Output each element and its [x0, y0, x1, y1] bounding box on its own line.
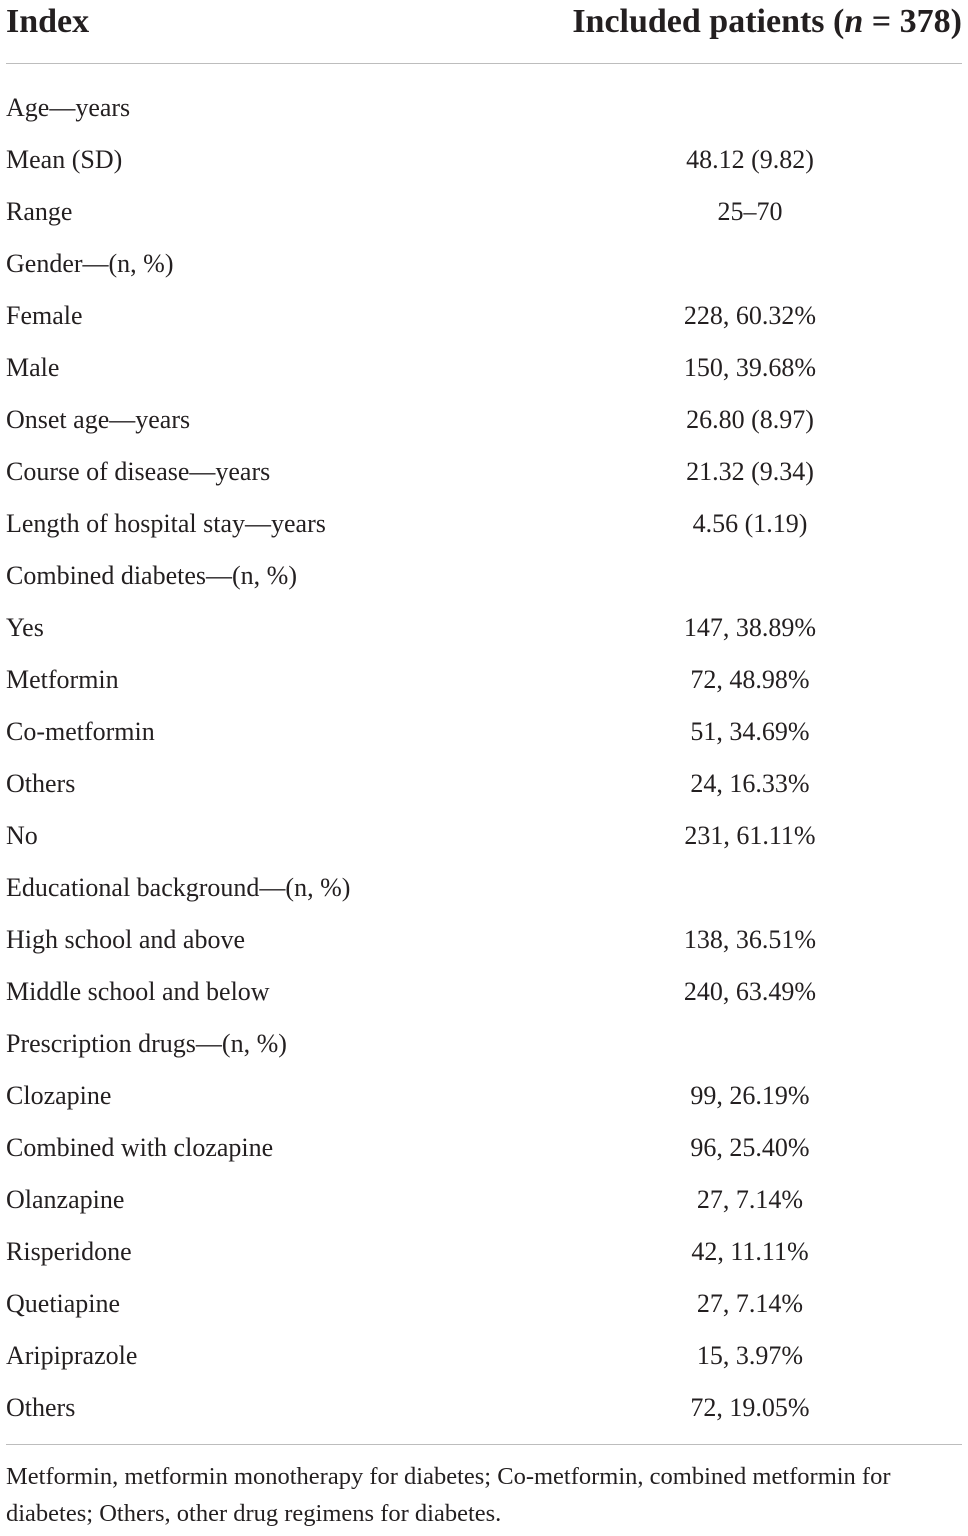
table-row: [6, 966, 962, 1018]
row-value: 15, 3.97%: [696, 1341, 804, 1370]
row-value: 4.56 (1.19): [692, 509, 808, 538]
index-column-header: Index: [6, 3, 90, 40]
characteristics-table: [6, 0, 962, 1422]
row-value: 138, 36.51%: [683, 925, 817, 954]
table-row: [6, 1174, 962, 1226]
table-row: [6, 446, 962, 498]
row-value: 72, 19.05%: [690, 1393, 810, 1422]
row-label: Combined with clozapine: [6, 1133, 274, 1162]
row-label: Female: [6, 301, 83, 330]
row-label: Prescription drugs—(n, %): [6, 1029, 287, 1058]
table-row: [6, 1122, 962, 1174]
table-row: [6, 1382, 962, 1434]
table-row: [6, 602, 962, 654]
row-value: 150, 39.68%: [683, 353, 817, 382]
table-row: [6, 654, 962, 706]
row-value: 24, 16.33%: [690, 769, 810, 798]
table-row: [6, 1070, 962, 1122]
row-label: Middle school and below: [6, 977, 270, 1006]
row-value: 228, 60.32%: [683, 301, 817, 330]
table-row: [6, 238, 962, 290]
table-footnote: Metformin, metformin monotherapy for diabetes; Co-metformin, combined metformin for diabetes; Others, other drug regimens for diabetes.: [6, 1463, 891, 1527]
row-value: 27, 7.14%: [696, 1185, 804, 1214]
row-label: Onset age—years: [6, 405, 191, 434]
table-row: [6, 1018, 962, 1070]
row-label: Clozapine: [6, 1081, 112, 1110]
table-row: [6, 82, 962, 134]
table-row: [6, 1278, 962, 1330]
table-row: [6, 134, 962, 186]
table-row: [6, 862, 962, 914]
row-label: Male: [6, 353, 60, 382]
table-row: [6, 758, 962, 810]
table-row: [6, 186, 962, 238]
bottom-rule: [6, 1444, 962, 1445]
row-value: 72, 48.98%: [690, 665, 810, 694]
row-value: 42, 11.11%: [691, 1237, 809, 1266]
row-label: Olanzapine: [6, 1185, 125, 1214]
included-patients-column-header: [572, 2, 962, 42]
table-row: [6, 1330, 962, 1382]
row-value: 231, 61.11%: [684, 821, 816, 850]
row-label: Metformin: [6, 665, 119, 694]
row-label: Combined diabetes—(n, %): [6, 561, 297, 590]
row-label: Yes: [6, 613, 44, 642]
row-label: Range: [6, 197, 73, 226]
included-prefix: Included patients (: [572, 3, 845, 40]
row-label: Length of hospital stay—years: [6, 509, 326, 538]
row-value: 147, 38.89%: [683, 613, 817, 642]
row-label: Mean (SD): [6, 145, 123, 174]
row-label: Age—years: [6, 93, 131, 122]
included-suffix: = 378): [863, 3, 962, 40]
table-row: [6, 342, 962, 394]
row-label: Risperidone: [6, 1237, 132, 1266]
row-label: Educational background—(n, %): [6, 873, 351, 902]
row-label: Co-metformin: [6, 717, 155, 746]
row-value: 99, 26.19%: [690, 1081, 810, 1110]
table-body: [6, 82, 962, 1434]
row-value: 96, 25.40%: [690, 1133, 810, 1162]
row-value: 25–70: [717, 197, 783, 226]
table-row: [6, 1226, 962, 1278]
row-value: 240, 63.49%: [683, 977, 817, 1006]
row-value: 27, 7.14%: [696, 1289, 804, 1318]
table-row: [6, 810, 962, 862]
row-label: Quetiapine: [6, 1289, 121, 1318]
table-row: [6, 914, 962, 966]
row-label: Others: [6, 1393, 76, 1422]
table-row: [6, 550, 962, 602]
table-row: [6, 290, 962, 342]
row-label: Course of disease—years: [6, 457, 271, 486]
row-value: 26.80 (8.97): [686, 405, 814, 434]
table-header: [6, 0, 962, 64]
row-label: High school and above: [6, 925, 246, 954]
row-label: Aripiprazole: [6, 1341, 138, 1370]
row-label: Gender—(n, %): [6, 249, 174, 278]
row-label: No: [6, 821, 38, 850]
row-value: 51, 34.69%: [690, 717, 810, 746]
table-row: [6, 498, 962, 550]
row-value: 48.12 (9.82): [686, 145, 814, 174]
n-symbol: n: [844, 3, 864, 40]
table-row: [6, 706, 962, 758]
table-row: [6, 394, 962, 446]
row-value: 21.32 (9.34): [686, 457, 814, 486]
row-label: Others: [6, 769, 76, 798]
